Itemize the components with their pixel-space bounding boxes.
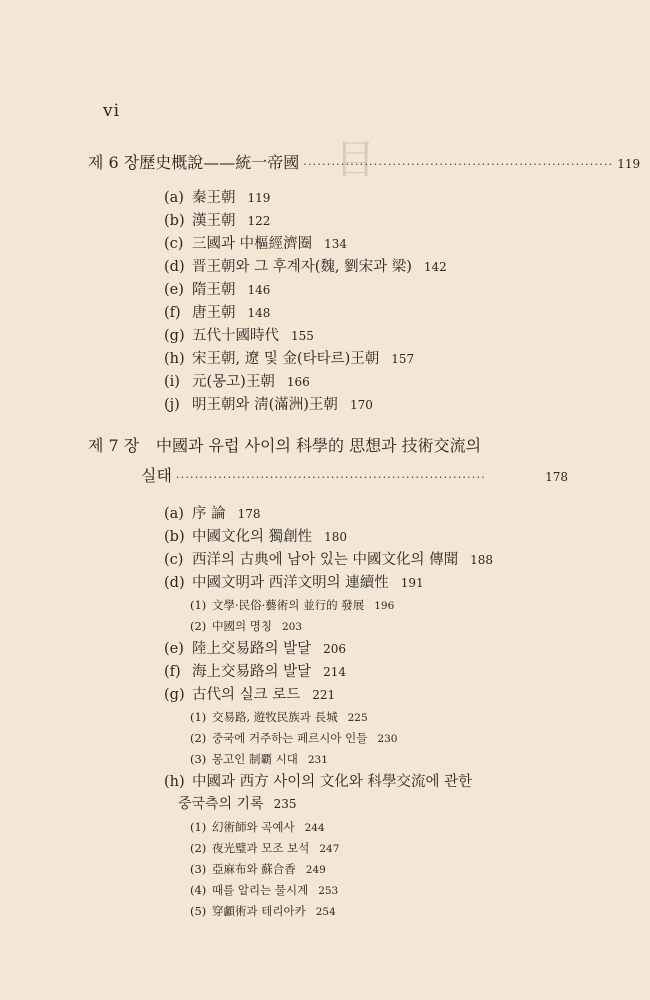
toc-entry: (i) 元(몽고)王朝 166 xyxy=(164,374,310,390)
leader-dots: ·································································· xyxy=(303,158,614,171)
toc-entry: (c) 西洋의 古典에 남아 있는 中國文化의 傳聞 188 xyxy=(164,552,493,568)
toc-entry-continued: 중국측의 기록 235 xyxy=(178,796,297,812)
toc-entry: (e) 隋王朝 146 xyxy=(164,282,271,298)
toc-subentry: (1) 幻術師와 곡예사 244 xyxy=(190,820,325,834)
toc-subentry: (3) 몽고인 制覇 시대 231 xyxy=(190,752,328,766)
toc-subentry: (5) 穿顱術과 테리아카 254 xyxy=(190,904,336,918)
chapter-7-heading-continued xyxy=(141,463,568,486)
toc-entry: (b) 中國文化의 獨創性 180 xyxy=(164,529,348,545)
toc-subentry: (1) 文學·民俗·藝術의 並行的 發展 196 xyxy=(190,598,395,612)
toc-subentry: (2) 중국에 거주하는 페르시아 인들 230 xyxy=(190,731,398,745)
toc-entry: (d) 中國文明과 西洋文明의 連續性 191 xyxy=(164,575,424,591)
chapter-7-number: 제 7 장 xyxy=(88,436,140,455)
chapter-6-heading xyxy=(88,150,641,173)
chapter-7-heading xyxy=(88,433,481,456)
toc-subentry: (2) 中國의 명칭 203 xyxy=(190,619,303,633)
toc-subentry: (3) 亞麻布와 蘇合香 249 xyxy=(190,862,326,876)
chapter-7-page: 178 xyxy=(545,470,568,484)
chapter-7-title-line2: 실태 xyxy=(141,466,172,485)
toc-entry: (f) 海上交易路의 발달 214 xyxy=(164,664,347,680)
toc-entry: (e) 陸上交易路의 발달 206 xyxy=(164,641,347,657)
toc-entry: (h) 中國과 西方 사이의 文化와 科學交流에 관한 xyxy=(164,774,473,790)
toc-subentry: (2) 夜光璧과 모조 보석 247 xyxy=(190,841,340,855)
toc-entry: (a) 序 論 178 xyxy=(164,506,261,522)
toc-entry: (c) 三國과 中樞經濟圈 134 xyxy=(164,236,348,252)
toc-subentry: (4) 때를 알리는 물시계 253 xyxy=(190,883,339,897)
toc-entry: (g) 古代의 실크 로드 221 xyxy=(164,687,336,703)
leader-dots: ·································································· xyxy=(175,471,486,484)
toc-entry: (j) 明王朝와 淸(滿洲)王朝 170 xyxy=(164,397,373,413)
toc-entry: (a) 秦王朝 119 xyxy=(164,190,271,206)
toc-subentry: (1) 交易路, 遊牧民族과 長城 225 xyxy=(190,710,368,724)
chapter-6-page: 119 xyxy=(617,157,641,171)
toc-entry: (f) 唐王朝 148 xyxy=(164,305,271,321)
toc-entry: (b) 漢王朝 122 xyxy=(164,213,271,229)
toc-entry: (h) 宋王朝, 遼 및 金(타타르)王朝 157 xyxy=(164,351,415,367)
toc-entry: (d) 晋王朝와 그 후계자(魏, 劉宋과 梁) 142 xyxy=(164,259,447,275)
page-number-roman: vi xyxy=(103,101,121,121)
chapter-6-title: 歷史概說——統一帝國 xyxy=(139,153,300,172)
chapter-6-number: 제 6 장 xyxy=(88,153,140,172)
bleed-through-mark: 目 xyxy=(335,137,375,183)
chapter-7-title: 中國과 유럽 사이의 科學的 思想과 技術交流의 xyxy=(156,436,482,455)
toc-entry: (g) 五代十國時代 155 xyxy=(164,328,314,344)
